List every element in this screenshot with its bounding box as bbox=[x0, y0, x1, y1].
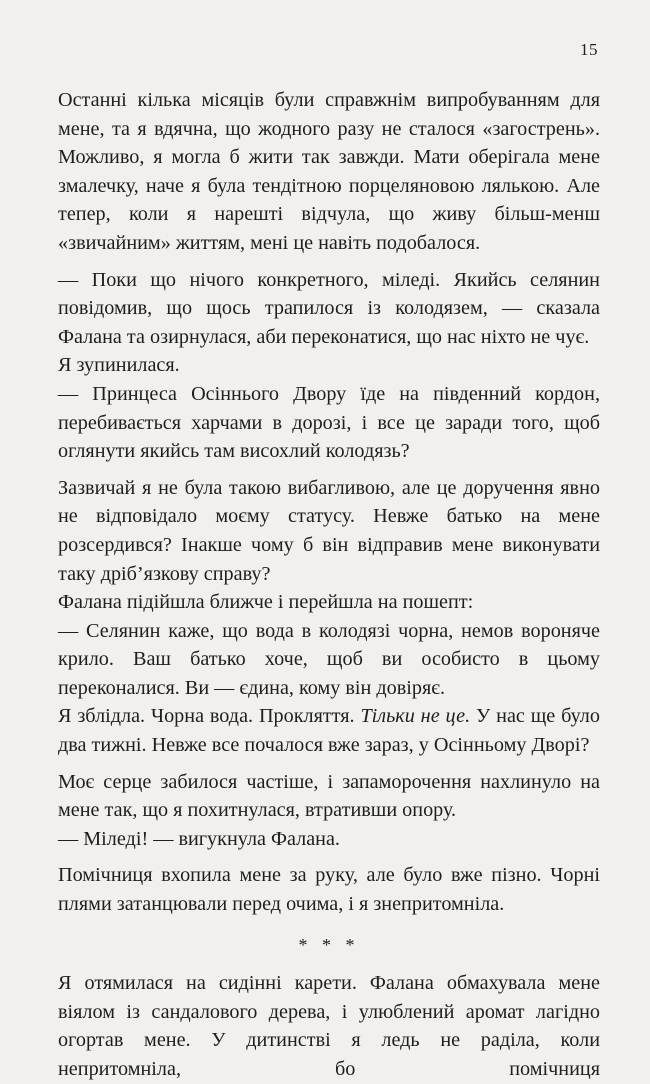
paragraph: Я отямилася на сидінні карети. Фалана обмахувала мене віялом із сандалового дерева, і улюблений аромат лагідно огортав мене. У дитинстві я ледь не раділа, коли непритомніла, бо помічниця bbox=[58, 972, 600, 1080]
page-text bbox=[58, 86, 600, 1084]
section-separator: * * * bbox=[298, 934, 360, 955]
paragraph: — Поки що нічого конкретного, міледі. Якийсь селянин повідомив, що щось трапилося із колодязем, — сказала Фалана та озирнулася, аби переконатися, що нас ніхто не чує. bbox=[58, 268, 600, 348]
paragraph: — Міледі! — вигукнула Фалана. bbox=[58, 827, 340, 850]
page-number: 15 bbox=[580, 40, 598, 59]
paragraph: Моє серце забилося частіше, і запаморочення нахлинуло на мене так, що я похитнулася, втративши опору. bbox=[58, 770, 600, 822]
paragraph: — Селянин каже, що вода в колодязі чорна, немов вороняче крило. Ваш батько хоче, щоб ви особисто в цьому переконалися. Ви — єдина, кому він довіряє. bbox=[58, 619, 600, 699]
paragraph: — Принцеса Осіннього Двору їде на південний кордон, перебивається харчами в дорозі, і все це заради того, щоб оглянути якийсь там висохлий колодязь? bbox=[58, 382, 600, 463]
paragraph: Помічниця вхопила мене за руку, але було вже пізно. Чорні плями затанцювали перед очима, і я знепритомніла. bbox=[58, 864, 600, 916]
paragraph: Фалана підійшла ближче і перейшла на пошепт: bbox=[58, 591, 474, 614]
paragraph-text: Я зблідла. Чорна вода. Прокляття. bbox=[58, 705, 361, 728]
paragraph: Я зупинилася. bbox=[58, 354, 180, 377]
paragraph bbox=[58, 702, 600, 759]
italic-text: Тільки не це. bbox=[360, 705, 471, 728]
paragraph-text: У нас ще було два тижні. Невже все почалося вже зараз, у Осінньому Дворі? bbox=[58, 705, 600, 757]
paragraph: Зазвичай я не була такою вибагливою, але це доручення явно не відповідало моєму статусу. Невже батько на мене розсердився? Інакше чому б він відправив мене виконувати таку дріб’язкову справу? bbox=[58, 476, 600, 585]
paragraph: Останні кілька місяців були справжнім випробуванням для мене, та я вдячна, що жодного разу не сталося «загострень». Можливо, я могла б жити так завжди. Мати оберігала мене змалечку, наче я була тендітною порцеляновою лялькою. Але тепер, коли я нарешті відчула, що живу більш-менш «звичайним» життям, мені це навіть подобалося. bbox=[58, 89, 600, 254]
